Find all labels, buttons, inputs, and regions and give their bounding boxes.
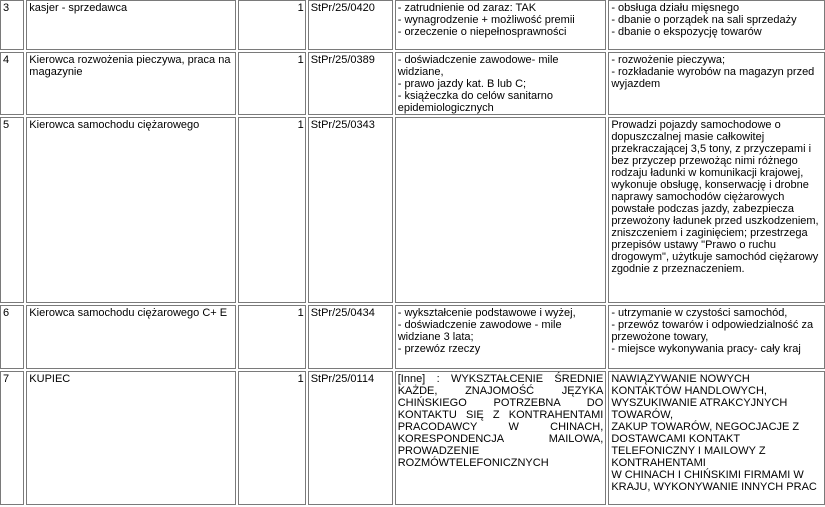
requirements-cell (395, 117, 607, 303)
offer-code: StPr/25/0434 (308, 305, 393, 369)
requirement-line: - orzeczenie o niepełnosprawności (397, 26, 567, 38)
duty-line: ZAKUP TOWARÓW, NEGOCJACJE Z DOSTAWCAMI KONTAKT TELEFONICZNY I MAILOWY Z KONTRAHENTAMI (611, 421, 800, 469)
job-title: KUPIEC (26, 371, 236, 505)
offer-code: StPr/25/0389 (308, 52, 393, 115)
requirement-line: - prawo jazdy kat. B lub C; (397, 78, 527, 90)
duties-cell (608, 305, 825, 369)
job-quantity: 1 (238, 0, 306, 50)
requirements-cell (395, 0, 607, 50)
duty-line: NAWIĄZYWANIE NOWYCH KONTAKTÓW HANDLOWYCH, WYSZUKIWANIE ATRAKCYJNYCH TOWARÓW, (611, 373, 788, 421)
requirement-line: - doświadczenie zawodowe- mile widziane, (397, 54, 559, 78)
job-quantity: 1 (238, 52, 306, 115)
row-number: 6 (0, 305, 24, 369)
job-quantity: 1 (238, 117, 306, 303)
duty-line: W CHINACH I CHIŃSKIMI FIRMAMI W KRAJU, WYKONYWANIE INNYCH PRAC (611, 469, 817, 493)
requirement-line: - książeczka do celów sanitarno epidemiologicznych (397, 90, 554, 114)
duty-line: - rozwożenie pieczywa; (611, 54, 726, 66)
row-number: 4 (0, 52, 24, 115)
requirements-cell (395, 52, 607, 115)
requirements-cell (395, 305, 607, 369)
job-title: Kierowca samochodu ciężarowego C+ E (26, 305, 236, 369)
duty-line: - dbanie o ekspozycję towarów (611, 26, 762, 38)
offer-code: StPr/25/0114 (308, 371, 393, 505)
duty-line: Prowadzi pojazdy samochodowe o dopuszczalnej masie całkowitej przekraczającej 3,5 tony, z przyczepami i bez przyczep przewożąc nimi różnego rodzaju ładunki w komunikacji krajowej, wykonuje obsługę, konserwację i drobne naprawy samochodów ciężarowych powstałe podczas jazdy, zabezpiecza przewożony ładunek przed uszkodzeniem, zniszczeniem i zaginięciem; przestrzega przepisów ustawy "Prawo o ruchu drogowym", użytkuje samochód ciężarowy zgodnie z przeznaczeniem. (611, 119, 819, 275)
table-row (0, 305, 825, 369)
table-row (0, 117, 825, 303)
table-row (0, 52, 825, 115)
row-number: 7 (0, 371, 24, 505)
row-number: 5 (0, 117, 24, 303)
duty-line: - dbanie o porządek na sali sprzedaży (611, 14, 797, 26)
table-row (0, 371, 825, 505)
job-quantity: 1 (238, 305, 306, 369)
requirement-line: - przewóz rzeczy (397, 343, 481, 355)
job-quantity: 1 (238, 371, 306, 505)
duty-line: - obsługa działu mięsnego (611, 2, 740, 14)
duties-cell (608, 0, 825, 50)
job-title: Kierowca rozwożenia pieczywa, praca na magazynie (26, 52, 236, 115)
duties-cell (608, 117, 825, 303)
job-title: Kierowca samochodu ciężarowego (26, 117, 236, 303)
duty-line: - przewóz towarów i odpowiedzialność za przewożone towary, (611, 319, 814, 343)
offer-code: StPr/25/0420 (308, 0, 393, 50)
duties-cell (608, 371, 825, 505)
duty-line: - utrzymanie w czystości samochód, (611, 307, 788, 319)
requirement-line: - zatrudnienie od zaraz: TAK (397, 2, 537, 14)
duties-cell (608, 52, 825, 115)
requirements-cell (395, 371, 607, 505)
job-title: kasjer - sprzedawca (26, 0, 236, 50)
duty-line: - rozkładanie wyrobów na magazyn przed wyjazdem (611, 66, 815, 90)
requirement-line: - wykształcenie podstawowe i wyżej, (397, 307, 576, 319)
duty-line: - miejsce wykonywania pracy- cały kraj (611, 343, 801, 355)
table-row (0, 0, 825, 50)
offer-code: StPr/25/0343 (308, 117, 393, 303)
requirement-line: - wynagrodzenie + możliwość premii (397, 14, 575, 26)
row-number: 3 (0, 0, 24, 50)
requirement-line: - doświadczenie zawodowe - mile widziane 3 lata; (397, 319, 562, 343)
requirement-line: [Inne] : WYKSZTAŁCENIE ŚREDNIE KAŻDE, ZNAJOMOŚĆ JĘZYKA CHIŃSKIEGO POTRZEBNA DO KONTAKTU SIĘ Z KONTRAHENTAMI PRACODAWCY W CHINACH, KORESPONDENCJA MAILOWA, PROWADZENIE ROZMÓWTELEFONICZNYCH (397, 373, 604, 469)
